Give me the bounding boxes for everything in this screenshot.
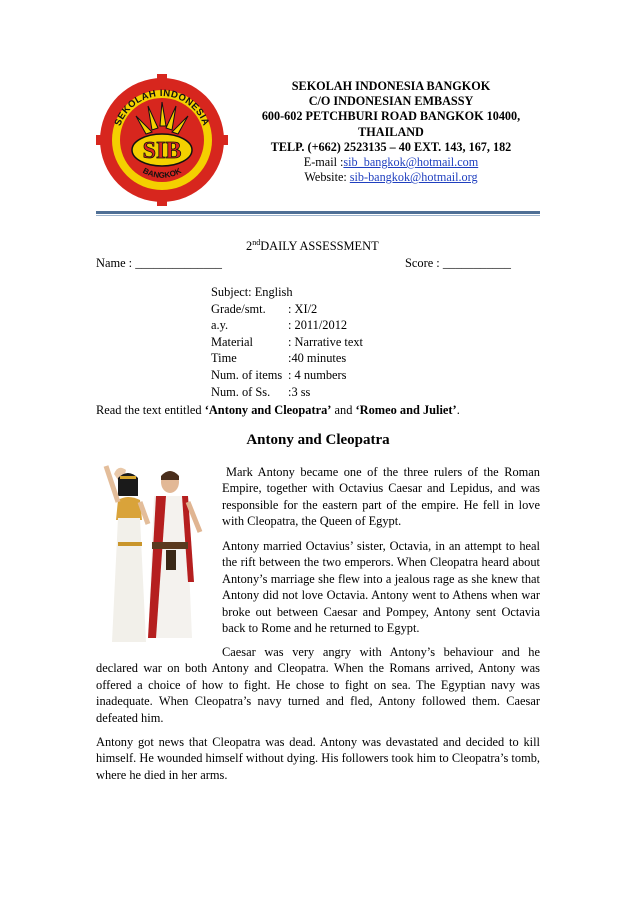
instruction-title-2: ‘Romeo and Juliet’ bbox=[355, 403, 457, 417]
info-value: : XI/2 bbox=[288, 301, 318, 316]
assessment-info bbox=[211, 284, 363, 400]
story-paragraph-4: Antony got news that Cleopatra was dead. Antony was devastated and decided to kill himself. He wounded himself without dying. His followers took him to Cleopatra’s tomb, where he died in her arms. bbox=[96, 735, 540, 782]
ordinal-suffix: nd bbox=[252, 238, 261, 247]
logo-bottom-text: BANGKOK bbox=[141, 166, 183, 180]
info-key: a.y. bbox=[211, 318, 229, 333]
header-divider bbox=[96, 211, 540, 214]
website-label: Website: bbox=[304, 170, 350, 185]
story-paragraph-3: Caesar was very angry with Antony’s behaviour and he declared war on both Antony and Cleopatra. When the Romans arrived, Antony was offered a choice of how to fight. He chose to fight on sea. The Egyptian navy was inadequate. When Cleopatra’s navy turned and fled, Antony followed them. Caesar defeated him. bbox=[96, 645, 540, 725]
instruction-text: Read the text entitled bbox=[96, 403, 205, 417]
info-value: :40 minutes bbox=[288, 351, 347, 366]
email-label: E-mail : bbox=[303, 155, 344, 170]
info-key: Num. of items bbox=[211, 367, 283, 382]
instruction-text-end: . bbox=[456, 403, 460, 417]
info-row-year bbox=[211, 317, 363, 334]
school-care-of: C/O INDONESIAN EMBASSY bbox=[308, 94, 474, 109]
info-key: Subject: English bbox=[211, 285, 293, 299]
instruction-text-mid: and bbox=[331, 403, 356, 417]
info-row-material bbox=[211, 334, 363, 351]
logo-center-text: SIB bbox=[142, 138, 182, 164]
email-link[interactable]: sib_bangkok@hotmail.com bbox=[343, 155, 479, 170]
website-link[interactable]: sib-bangkok@hotmail.org bbox=[349, 170, 478, 185]
assessment-title-text: DAILY ASSESSMENT bbox=[260, 239, 379, 254]
instruction bbox=[96, 403, 460, 418]
cleopatra-figure bbox=[106, 466, 148, 642]
info-row-grade bbox=[211, 301, 363, 318]
school-header bbox=[246, 79, 536, 185]
info-value: : 4 numbers bbox=[288, 367, 347, 382]
school-name: SEKOLAH INDONESIA BANGKOK bbox=[291, 79, 491, 93]
school-country: THAILAND bbox=[358, 124, 424, 139]
info-value: :3 ss bbox=[288, 384, 311, 399]
logo-top-text: SEKOLAH INDONESIA bbox=[112, 87, 212, 128]
info-row-items bbox=[211, 367, 363, 384]
instruction-title-1: ‘Antony and Cleopatra’ bbox=[204, 403, 332, 417]
info-value: : 2011/2012 bbox=[288, 318, 348, 333]
email-line bbox=[246, 155, 536, 170]
info-key: Time bbox=[211, 351, 237, 366]
school-logo bbox=[96, 74, 228, 206]
website-line bbox=[246, 170, 536, 185]
ordinal-number: 2 bbox=[246, 239, 253, 254]
info-row-students bbox=[211, 384, 363, 401]
antony-figure bbox=[148, 471, 200, 638]
info-row-time bbox=[211, 350, 363, 367]
assessment-title bbox=[246, 238, 379, 254]
score-field[interactable]: Score : ___________ bbox=[405, 256, 511, 270]
header-divider-thin bbox=[96, 215, 540, 216]
story-paragraph-2: Antony married Octavius’ sister, Octavia, in an attempt to heal the rift between the two emperors. When Cleopatra heard about Antony’s marriage she flew into a jealous rage as she knew that Antony did not love Octavia. Antony went to Athens when war broke out between Caesar and Pompey, Antony sent Octavia back to Rome and he returned to Egypt. bbox=[222, 539, 540, 636]
antony-cleopatra-photo bbox=[96, 462, 210, 648]
info-value: : Narrative text bbox=[288, 334, 363, 349]
story-paragraph-1: Mark Antony became one of the three rulers of the Roman Empire, together with Octavius Caesar and Lepidus, and was responsible for the eastern part of the empire. He fell in love with Cleopatra, the Queen of Egypt. bbox=[222, 465, 540, 529]
school-phone: TELP. (+662) 2523135 – 40 EXT. 143, 167, 182 bbox=[270, 139, 512, 154]
info-row-subject bbox=[211, 284, 363, 301]
story-heading: Antony and Cleopatra bbox=[246, 432, 390, 448]
info-key: Material bbox=[211, 334, 253, 349]
school-address: 600-602 PETCHBURI ROAD BANGKOK 10400, bbox=[261, 109, 521, 124]
info-key: Num. of Ss. bbox=[211, 384, 271, 399]
info-key: Grade/smt. bbox=[211, 301, 266, 316]
name-field[interactable]: Name : ______________ bbox=[96, 256, 222, 270]
